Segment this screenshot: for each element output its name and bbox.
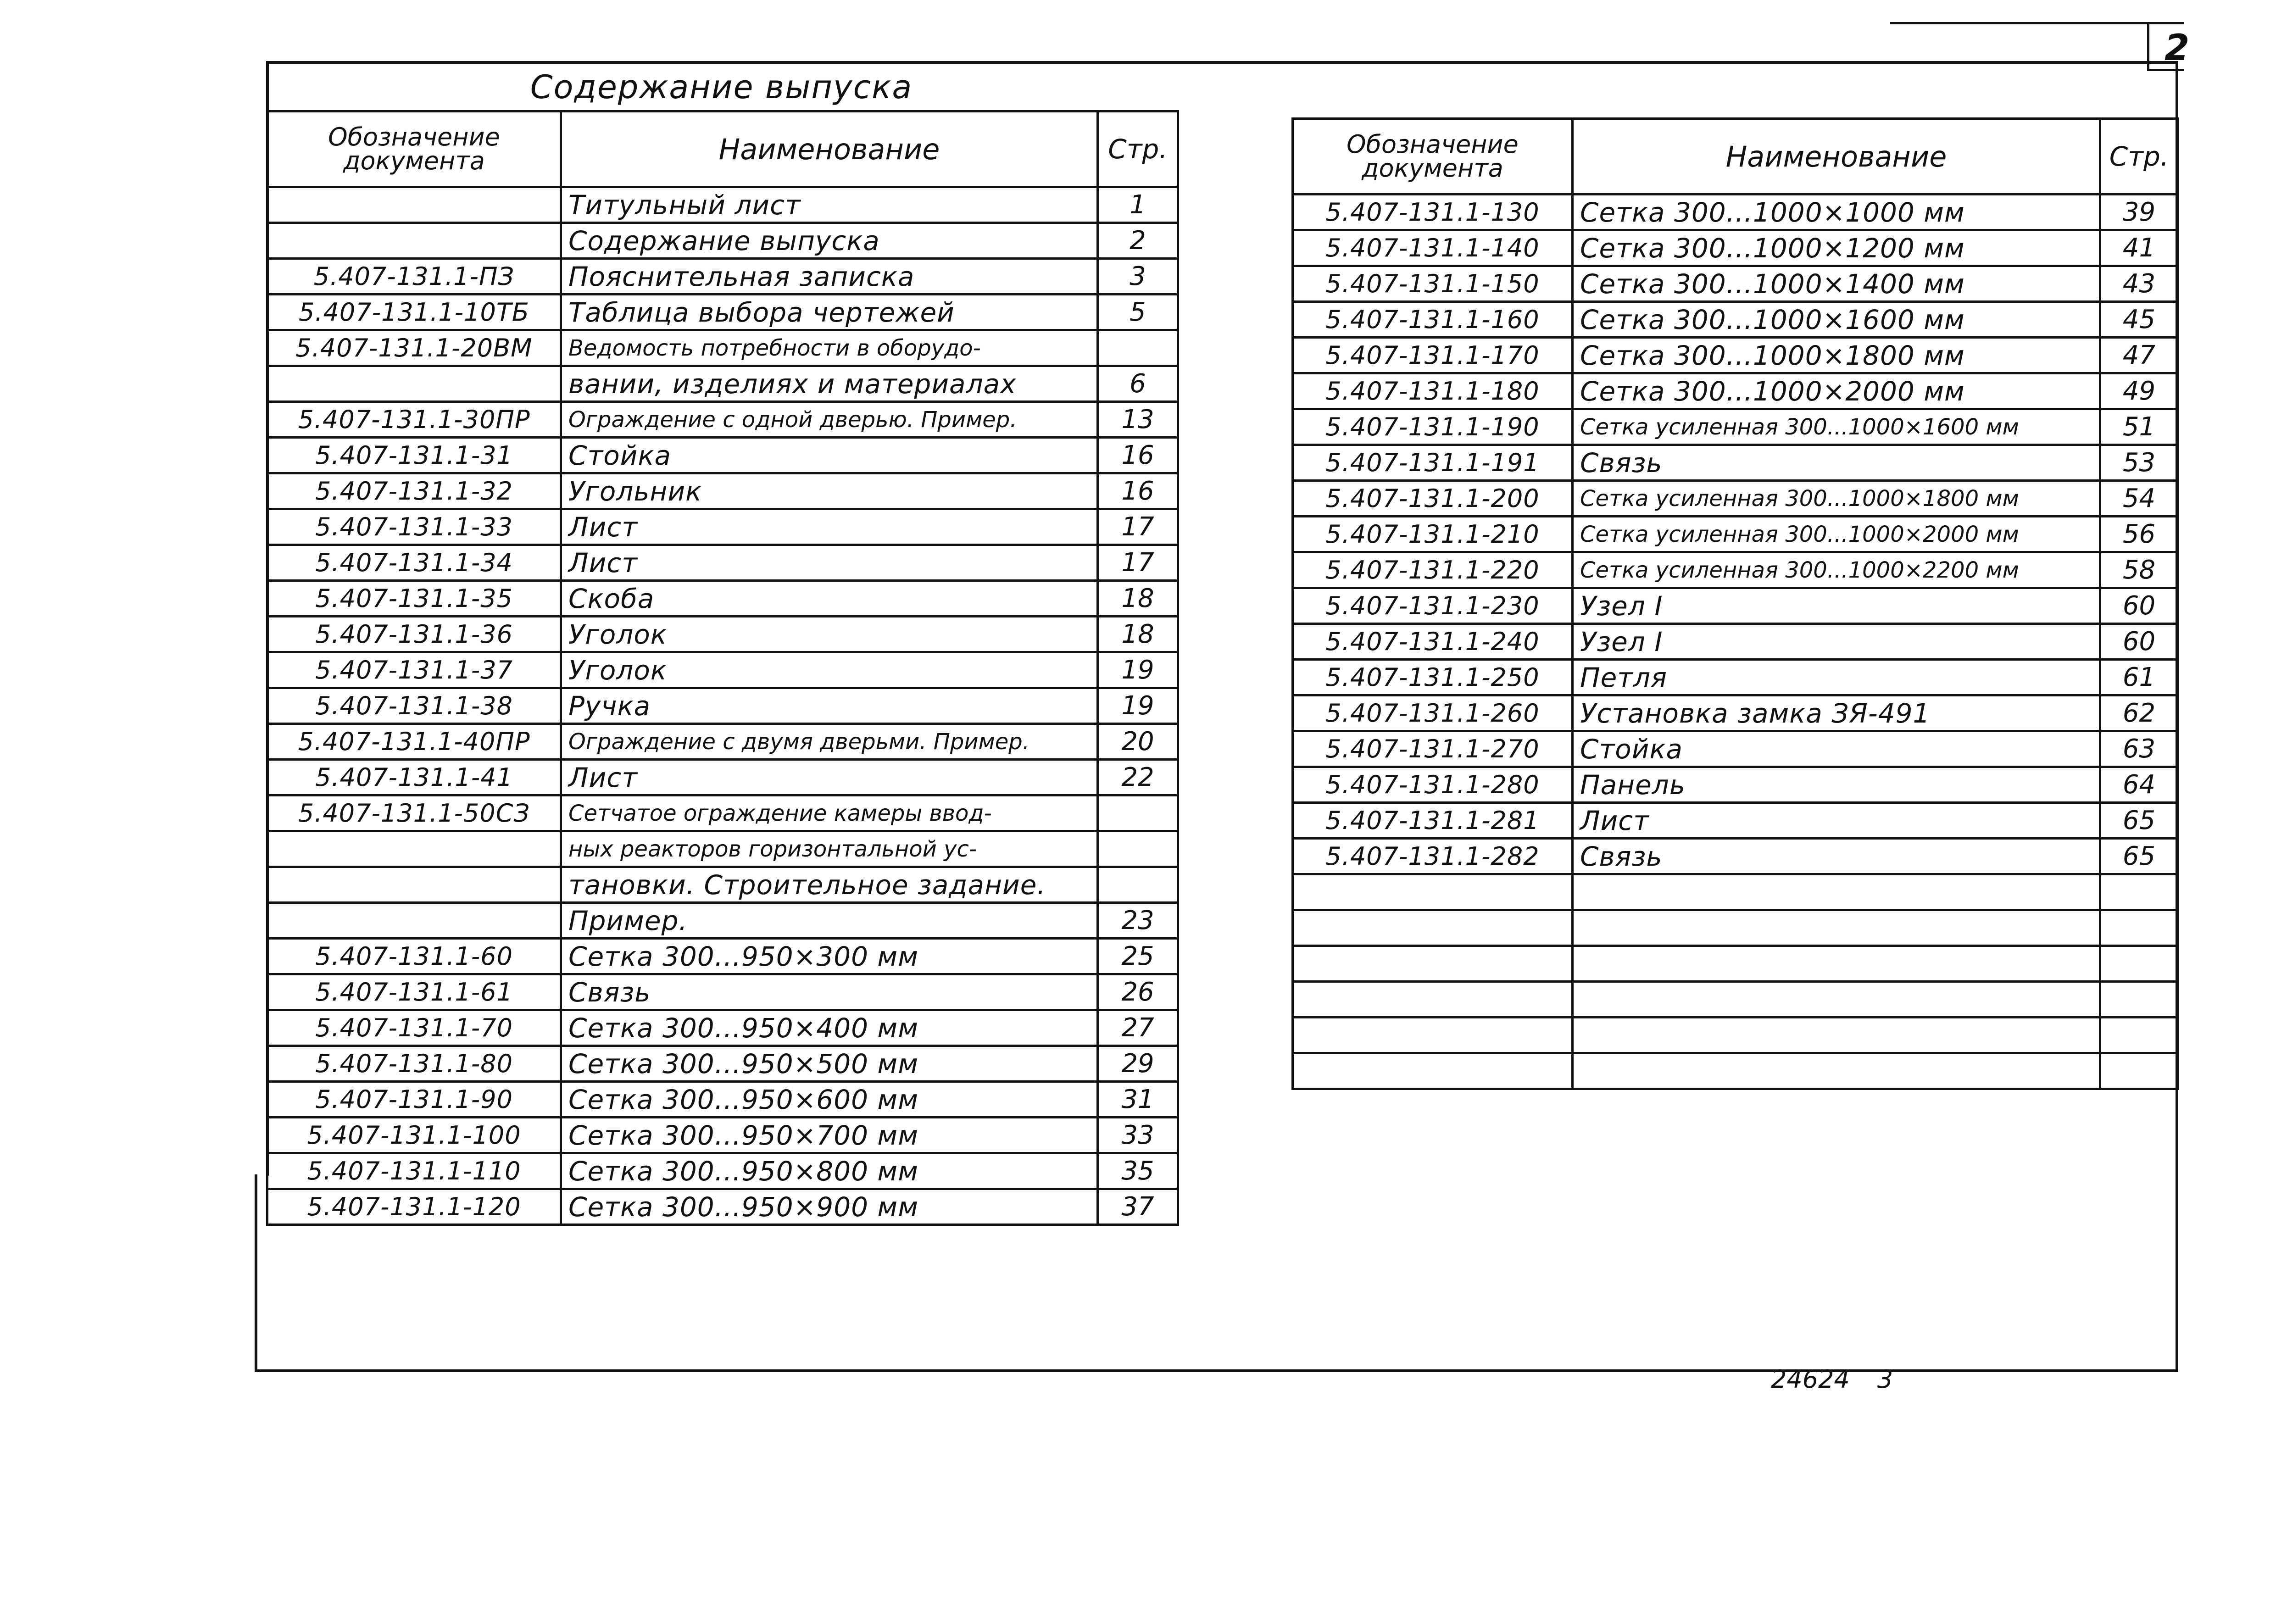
page-number: 18 (1098, 617, 1178, 652)
column-header-page: Стр. (2100, 119, 2178, 195)
page-number: 6 (1098, 366, 1178, 402)
page-number: 65 (2100, 839, 2178, 874)
document-name: Петля (1573, 660, 2100, 695)
table-row (267, 1010, 1178, 1046)
toc-body-right (1293, 195, 2178, 1089)
document-name (1573, 982, 2100, 1018)
page-number: 37 (1098, 1189, 1178, 1225)
table-row (1293, 552, 2178, 588)
table-row (267, 867, 1178, 903)
toc-table-left (266, 110, 1179, 1226)
document-code: 5.407-131.1-190 (1293, 409, 1573, 445)
document-name: Связь (1573, 445, 2100, 481)
page-number: 26 (1098, 974, 1178, 1010)
document-code (1293, 982, 1573, 1018)
column-header-name: Наименование (561, 111, 1098, 187)
table-row (267, 223, 1178, 259)
document-code: 5.407-131.1-180 (1293, 373, 1573, 409)
document-code: 5.407-131.1-220 (1293, 552, 1573, 588)
document-name: Сетка 300...1000×1800 мм (1573, 338, 2100, 373)
document-name: Ограждение с двумя дверьми. Пример. (561, 724, 1098, 760)
page-number: 56 (2100, 517, 2178, 552)
table-row (267, 473, 1178, 509)
page-number (1098, 795, 1178, 831)
table-row (1293, 445, 2178, 481)
document-code: 5.407-131.1-50СЗ (267, 795, 561, 831)
page-number (2100, 1018, 2178, 1053)
document-code: 5.407-131.1-100 (267, 1118, 561, 1153)
document-code (267, 223, 561, 259)
document-name: Сетка 300...950×300 мм (561, 939, 1098, 974)
document-name: тановки. Строительное задание. (561, 867, 1098, 903)
document-code: 5.407-131.1-281 (1293, 803, 1573, 839)
document-name: Сетка 300...1000×1600 мм (1573, 302, 2100, 338)
document-name: Угольник (561, 473, 1098, 509)
table-row (267, 1118, 1178, 1153)
document-name: Стойка (1573, 731, 2100, 767)
document-name (1573, 1053, 2100, 1089)
page-number: 13 (1098, 402, 1178, 438)
document-code: 5.407-131.1-60 (267, 939, 561, 974)
table-header-row (1293, 119, 2178, 195)
page-number: 43 (2100, 266, 2178, 302)
table-row (267, 366, 1178, 402)
document-name: Сетка 300...950×400 мм (561, 1010, 1098, 1046)
table-row (267, 795, 1178, 831)
document-name: Сетка усиленная 300...1000×2200 мм (1573, 552, 2100, 588)
document-code: 5.407-131.1-130 (1293, 195, 1573, 230)
page-number: 23 (1098, 903, 1178, 939)
document-code: 5.407-131.1-191 (1293, 445, 1573, 481)
table-row (1293, 1053, 2178, 1089)
table-row (267, 1153, 1178, 1189)
page-number: 49 (2100, 373, 2178, 409)
column-header-name: Наименование (1573, 119, 2100, 195)
document-name: Лист (561, 760, 1098, 795)
document-code: 5.407-131.1-270 (1293, 731, 1573, 767)
page-number: 29 (1098, 1046, 1178, 1082)
document-name: Пример. (561, 903, 1098, 939)
table-row (1293, 767, 2178, 803)
table-row (1293, 195, 2178, 230)
document-name (1573, 874, 2100, 910)
table-row (1293, 373, 2178, 409)
document-code: 5.407-131.1-250 (1293, 660, 1573, 695)
document-code (267, 366, 561, 402)
table-row (267, 581, 1178, 617)
document-code (267, 903, 561, 939)
document-code: 5.407-131.1-34 (267, 545, 561, 581)
document-name: Лист (561, 545, 1098, 581)
document-code: 5.407-131.1-41 (267, 760, 561, 795)
page-number: 17 (1098, 545, 1178, 581)
table-row (1293, 624, 2178, 660)
page-number: 61 (2100, 660, 2178, 695)
document-code: 5.407-131.1-230 (1293, 588, 1573, 624)
table-row (1293, 266, 2178, 302)
document-code (267, 187, 561, 223)
table-row (267, 545, 1178, 581)
document-code: 5.407-131.1-282 (1293, 839, 1573, 874)
page-number: 35 (1098, 1153, 1178, 1189)
document-name: Содержание выпуска (561, 223, 1098, 259)
page-number: 17 (1098, 509, 1178, 545)
document-code: 5.407-131.1-36 (267, 617, 561, 652)
document-name: Узел I (1573, 588, 2100, 624)
document-code: 5.407-131.1-20ВМ (267, 330, 561, 366)
document-code: 5.407-131.1-30ПР (267, 402, 561, 438)
page-number: 2 (1098, 223, 1178, 259)
frame-left-line (255, 1174, 257, 1372)
table-row (1293, 338, 2178, 373)
document-code (267, 867, 561, 903)
document-code: 5.407-131.1-170 (1293, 338, 1573, 373)
inventory-number: 24624 (1771, 1365, 1850, 1394)
document-name: Сетка 300...950×600 мм (561, 1082, 1098, 1118)
sheet-number: 2 (2165, 28, 2190, 69)
page-number: 19 (1098, 688, 1178, 724)
page-number: 27 (1098, 1010, 1178, 1046)
page-number: 33 (1098, 1118, 1178, 1153)
page-number: 31 (1098, 1082, 1178, 1118)
document-code: 5.407-131.1-140 (1293, 230, 1573, 266)
document-name: Сетка 300...1000×1000 мм (1573, 195, 2100, 230)
table-row (1293, 731, 2178, 767)
table-row (267, 652, 1178, 688)
table-row (1293, 874, 2178, 910)
document-name: Ведомость потребности в оборудо- (561, 330, 1098, 366)
document-name: вании, изделиях и материалах (561, 366, 1098, 402)
table-row (1293, 695, 2178, 731)
table-row (267, 903, 1178, 939)
page-number: 41 (2100, 230, 2178, 266)
page-number: 58 (2100, 552, 2178, 588)
document-code: 5.407-131.1-160 (1293, 302, 1573, 338)
document-name (1573, 910, 2100, 946)
table-row (1293, 803, 2178, 839)
page-number: 25 (1098, 939, 1178, 974)
document-code: 5.407-131.1-210 (1293, 517, 1573, 552)
table-row (267, 688, 1178, 724)
column-header-code: Обозначение документа (1293, 119, 1573, 195)
table-row (267, 1082, 1178, 1118)
table-row (267, 259, 1178, 295)
page-number (2100, 946, 2178, 982)
page-number: 39 (2100, 195, 2178, 230)
document-name: Узел I (1573, 624, 2100, 660)
document-name: Сетка 300...1000×1400 мм (1573, 266, 2100, 302)
document-code (1293, 946, 1573, 982)
document-code: 5.407-131.1-150 (1293, 266, 1573, 302)
sheet-box-bottom-line (2147, 69, 2184, 71)
document-name: Титульный лист (561, 187, 1098, 223)
document-code: 5.407-131.1-240 (1293, 624, 1573, 660)
document-code: 5.407-131.1-70 (267, 1010, 561, 1046)
table-row (1293, 588, 2178, 624)
page-number: 5 (1098, 295, 1178, 330)
page-title: Содержание выпуска (530, 68, 913, 106)
page-number (2100, 910, 2178, 946)
document-name: Сетка усиленная 300...1000×1800 мм (1573, 481, 2100, 517)
document-code (1293, 1053, 1573, 1089)
format-number: 3 (1877, 1365, 1893, 1394)
document-name (1573, 946, 2100, 982)
inventory-stamp (1771, 1365, 1920, 1394)
document-code: 5.407-131.1-ПЗ (267, 259, 561, 295)
document-name: Лист (1573, 803, 2100, 839)
document-code (1293, 1018, 1573, 1053)
table-row (1293, 660, 2178, 695)
page-number: 45 (2100, 302, 2178, 338)
page-number: 63 (2100, 731, 2178, 767)
page-number (1098, 831, 1178, 867)
document-code: 5.407-131.1-280 (1293, 767, 1573, 803)
table-row (1293, 946, 2178, 982)
document-name (1573, 1018, 2100, 1053)
table-row (267, 1189, 1178, 1225)
page-number (1098, 867, 1178, 903)
document-code (1293, 874, 1573, 910)
document-name: Сетка 300...1000×1200 мм (1573, 230, 2100, 266)
table-row (1293, 409, 2178, 445)
table-row (267, 974, 1178, 1010)
document-code: 5.407-131.1-38 (267, 688, 561, 724)
page-number: 16 (1098, 473, 1178, 509)
document-name: Ручка (561, 688, 1098, 724)
document-code (1293, 910, 1573, 946)
document-name: Стойка (561, 438, 1098, 473)
document-name: Уголок (561, 652, 1098, 688)
document-name: Сетка 300...1000×2000 мм (1573, 373, 2100, 409)
document-name: Ограждение с одной дверью. Пример. (561, 402, 1098, 438)
document-name: Сетчатое ограждение камеры ввод- (561, 795, 1098, 831)
table-row (1293, 1018, 2178, 1053)
table-row (1293, 302, 2178, 338)
page-number (2100, 982, 2178, 1018)
column-header-code: Обозначение документа (267, 111, 561, 187)
document-code: 5.407-131.1-37 (267, 652, 561, 688)
table-row (1293, 910, 2178, 946)
document-code: 5.407-131.1-120 (267, 1189, 561, 1225)
document-code: 5.407-131.1-10ТБ (267, 295, 561, 330)
page-number: 60 (2100, 624, 2178, 660)
column-header-page: Стр. (1098, 111, 1178, 187)
document-name: Сетка 300...950×800 мм (561, 1153, 1098, 1189)
document-code: 5.407-131.1-260 (1293, 695, 1573, 731)
document-name: Скоба (561, 581, 1098, 617)
page-number: 65 (2100, 803, 2178, 839)
document-name: Связь (1573, 839, 2100, 874)
page-number: 47 (2100, 338, 2178, 373)
page-number: 64 (2100, 767, 2178, 803)
table-row (267, 1046, 1178, 1082)
table-row (267, 187, 1178, 223)
table-row (267, 330, 1178, 366)
document-name: Таблица выбора чертежей (561, 295, 1098, 330)
sheet-box-left-line (2147, 22, 2149, 70)
document-name: Установка замка ЗЯ-491 (1573, 695, 2100, 731)
document-name: Сетка усиленная 300...1000×2000 мм (1573, 517, 2100, 552)
table-row (1293, 517, 2178, 552)
document-code: 5.407-131.1-31 (267, 438, 561, 473)
document-name: Связь (561, 974, 1098, 1010)
document-name: Панель (1573, 767, 2100, 803)
page-number: 62 (2100, 695, 2178, 731)
page-number: 1 (1098, 187, 1178, 223)
table-header-row (267, 111, 1178, 187)
table-row (267, 509, 1178, 545)
table-row (1293, 481, 2178, 517)
document-code: 5.407-131.1-80 (267, 1046, 561, 1082)
document-code: 5.407-131.1-33 (267, 509, 561, 545)
page-number (1098, 330, 1178, 366)
document-code: 5.407-131.1-35 (267, 581, 561, 617)
document-name: Пояснительная записка (561, 259, 1098, 295)
page-number (2100, 874, 2178, 910)
document-name: Сетка 300...950×700 мм (561, 1118, 1098, 1153)
page-number: 53 (2100, 445, 2178, 481)
document-name: Сетка 300...950×900 мм (561, 1189, 1098, 1225)
document-code: 5.407-131.1-200 (1293, 481, 1573, 517)
document-code: 5.407-131.1-40ПР (267, 724, 561, 760)
table-row (267, 438, 1178, 473)
document-code: 5.407-131.1-61 (267, 974, 561, 1010)
table-row (267, 617, 1178, 652)
table-row (267, 831, 1178, 867)
page-number: 54 (2100, 481, 2178, 517)
table-row (1293, 982, 2178, 1018)
page-number (2100, 1053, 2178, 1089)
document-code: 5.407-131.1-110 (267, 1153, 561, 1189)
page-number: 18 (1098, 581, 1178, 617)
table-row (267, 724, 1178, 760)
table-row (267, 402, 1178, 438)
table-row (267, 760, 1178, 795)
table-row (267, 939, 1178, 974)
document-code: 5.407-131.1-32 (267, 473, 561, 509)
document-name: Уголок (561, 617, 1098, 652)
table-row (1293, 230, 2178, 266)
table-row (1293, 839, 2178, 874)
page-number: 60 (2100, 588, 2178, 624)
document-name: Сетка 300...950×500 мм (561, 1046, 1098, 1082)
page-number: 16 (1098, 438, 1178, 473)
document-name: Лист (561, 509, 1098, 545)
page-number: 19 (1098, 652, 1178, 688)
table-row (267, 295, 1178, 330)
page-number: 22 (1098, 760, 1178, 795)
document-name: Сетка усиленная 300...1000×1600 мм (1573, 409, 2100, 445)
toc-body-left (267, 187, 1178, 1225)
document-code: 5.407-131.1-90 (267, 1082, 561, 1118)
document-code (267, 831, 561, 867)
page-number: 20 (1098, 724, 1178, 760)
toc-table-right (1291, 117, 2179, 1090)
page-number: 3 (1098, 259, 1178, 295)
document-name: ных реакторов горизонтальной ус- (561, 831, 1098, 867)
frame-top-line (266, 61, 2178, 64)
sheet-box-top-line (1890, 22, 2184, 24)
page-number: 51 (2100, 409, 2178, 445)
